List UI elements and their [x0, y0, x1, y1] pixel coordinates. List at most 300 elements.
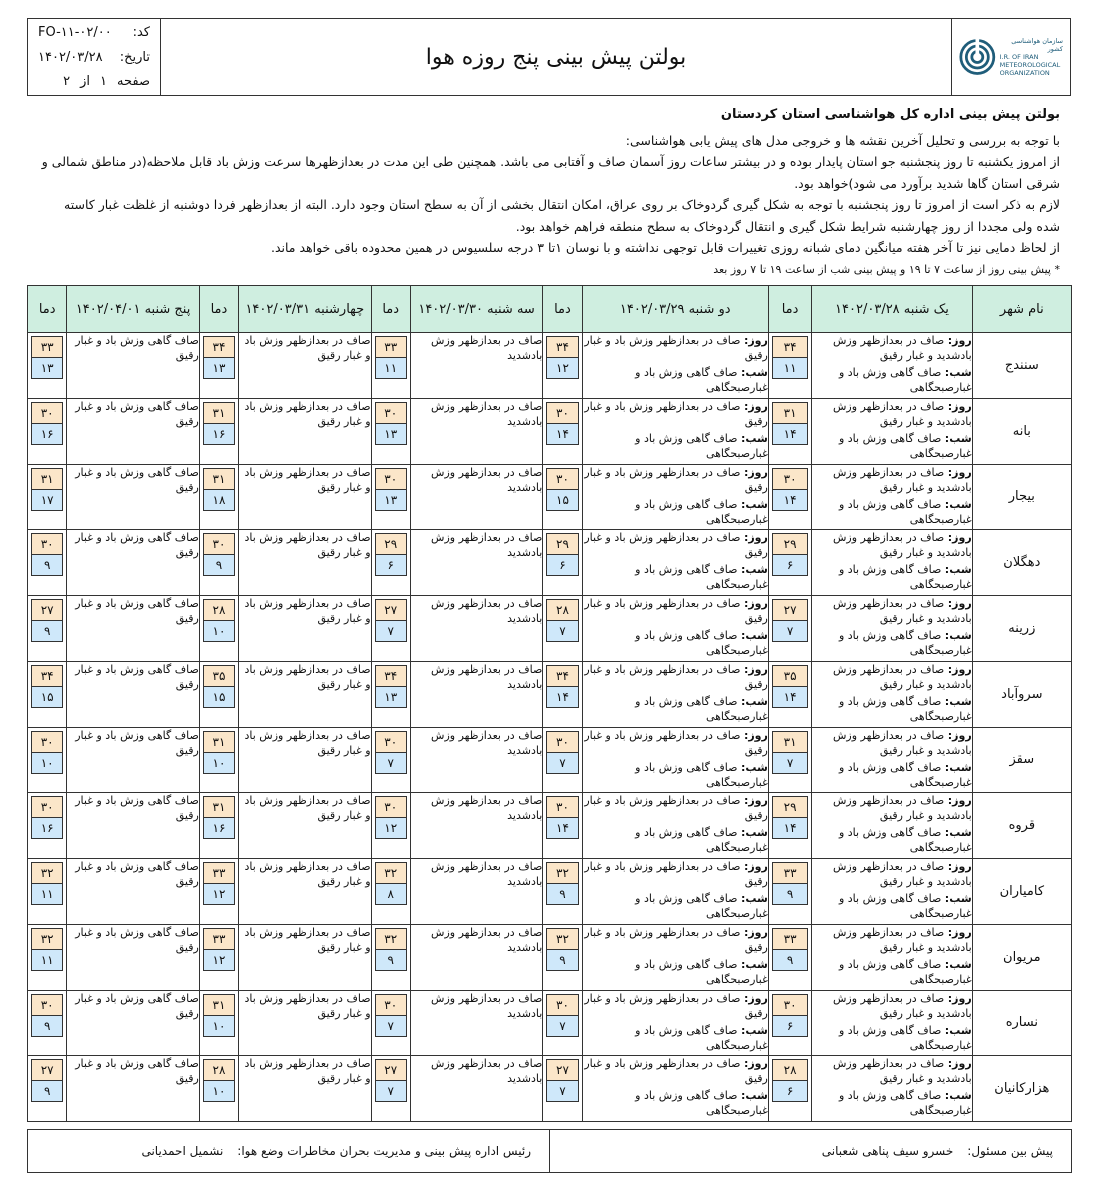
- condition-cell: [812, 990, 972, 1056]
- condition-cell: [410, 990, 542, 1056]
- night-condition: [583, 365, 768, 395]
- day-text: صاف در بعدازظهر وزش باد و غبار رقیق: [584, 991, 768, 1020]
- day-label: روز:: [743, 925, 768, 939]
- city-name: سروآباد: [972, 661, 1071, 727]
- night-condition: [583, 694, 768, 724]
- temp-cell: [199, 398, 238, 464]
- max-temp: ۳۱: [203, 731, 235, 753]
- condition-cell: [67, 333, 199, 399]
- table-row: [28, 530, 1072, 596]
- temp-cell: [28, 530, 67, 596]
- max-temp: ۳۱: [31, 468, 63, 490]
- min-temp: ۱۴: [772, 424, 808, 445]
- day-label: روز:: [947, 794, 972, 808]
- temp-cell: [199, 727, 238, 793]
- max-temp: ۳۴: [203, 336, 235, 358]
- night-label: شب:: [944, 826, 972, 840]
- intro-heading: بولتن پیش بینی اداره کل هواشناسی استان کردستان: [720, 107, 1060, 122]
- condition-text: صاف گاهی وزش باد و غبار رقیق: [75, 399, 199, 428]
- night-condition: [812, 628, 971, 658]
- condition-text: صاف گاهی وزش باد و غبار رقیق: [75, 334, 199, 362]
- min-temp: ۱۶: [203, 424, 235, 445]
- max-temp: ۳۱: [203, 468, 235, 490]
- condition-text: صاف در بعدازظهر وزش باد و غبار رقیق: [244, 662, 371, 691]
- condition-text: صاف در بعدازظهر وزش باد و غبار رقیق: [244, 1057, 371, 1086]
- temp-cell: [768, 398, 811, 464]
- day-label: روز:: [947, 662, 972, 676]
- night-text: صاف گاهی وزش باد و غبارصبحگاهی: [635, 366, 768, 394]
- day-text: صاف در بعدازظهر وزش بادشدید و غبار رقیق: [833, 991, 972, 1020]
- day-header: یک شنبه ۱۴۰۲/۰۳/۲۸: [812, 286, 972, 333]
- forecaster-name: خسرو سیف پناهی شعبانی: [821, 1144, 954, 1158]
- day-text: صاف در بعدازظهر وزش بادشدید و غبار رقیق: [833, 1057, 972, 1086]
- min-temp: ۱۴: [546, 424, 578, 445]
- condition-cell: [67, 793, 199, 859]
- min-temp: ۱۱: [375, 358, 407, 379]
- max-temp: ۳۰: [203, 533, 235, 555]
- max-temp: ۳۰: [375, 402, 407, 424]
- max-temp: ۲۷: [546, 1059, 578, 1081]
- night-label: شب:: [740, 366, 768, 379]
- condition-text: صاف گاهی وزش باد و غبار رقیق: [75, 794, 199, 823]
- day-text: صاف در بعدازظهر وزش باد و غبار رقیق: [584, 925, 768, 954]
- day-label: روز:: [947, 531, 972, 545]
- city-name: سنندج: [972, 333, 1071, 399]
- night-label: شب:: [740, 694, 768, 708]
- night-condition: [812, 1023, 971, 1053]
- temp-header: دما: [371, 286, 410, 333]
- night-text: صاف گاهی وزش باد و غبارصبحگاهی: [838, 1023, 972, 1052]
- day-text: صاف در بعدازظهر وزش بادشدید و غبار رقیق: [833, 597, 972, 625]
- min-temp: ۷: [772, 753, 808, 774]
- night-text: صاف گاهی وزش باد و غبارصبحگاهی: [838, 366, 972, 394]
- min-temp: ۹: [772, 950, 808, 971]
- condition-text: صاف در بعدازظهر وزش باد و غبار رقیق: [244, 465, 371, 494]
- night-text: صاف گاهی وزش باد و غبارصبحگاهی: [635, 826, 768, 855]
- temp-cell: [543, 1056, 582, 1122]
- condition-cell: [67, 530, 199, 596]
- temp-cell: [543, 793, 582, 859]
- max-temp: ۳۲: [546, 928, 578, 950]
- min-temp: ۱۴: [772, 687, 808, 708]
- max-temp: ۳۰: [375, 731, 407, 753]
- temp-cell: [28, 661, 67, 727]
- temp-cell: [28, 990, 67, 1056]
- max-temp: ۳۲: [31, 928, 63, 950]
- day-condition: [812, 596, 971, 626]
- min-temp: ۱۵: [203, 687, 235, 708]
- min-temp: ۱۶: [203, 818, 235, 839]
- temp-cell: [371, 727, 410, 793]
- day-condition: [812, 662, 971, 692]
- condition-text: صاف در بعدازظهر وزش بادشدید: [431, 925, 543, 954]
- condition-cell: [582, 661, 768, 727]
- min-temp: ۱۳: [375, 687, 407, 708]
- night-condition: [583, 1088, 768, 1118]
- temp-cell: [768, 859, 811, 925]
- day-header: پنج شنبه ۱۴۰۲/۰۴/۰۱: [67, 286, 199, 333]
- temp-cell: [768, 333, 811, 399]
- condition-cell: [67, 924, 199, 990]
- day-label: روز:: [743, 399, 768, 413]
- min-temp: ۱۶: [31, 818, 63, 839]
- day-header: سه شنبه ۱۴۰۲/۰۳/۳۰: [410, 286, 542, 333]
- night-text: صاف گاهی وزش باد و غبارصبحگاهی: [635, 563, 768, 592]
- condition-cell: [812, 661, 972, 727]
- min-temp: ۱۲: [203, 884, 235, 905]
- max-temp: ۳۴: [31, 665, 63, 687]
- condition-cell: [239, 727, 371, 793]
- min-temp: ۱۳: [375, 490, 407, 511]
- condition-cell: [410, 924, 542, 990]
- day-text: صاف در بعدازظهر وزش باد و غبار رقیق: [584, 334, 768, 362]
- condition-cell: [67, 661, 199, 727]
- max-temp: ۲۹: [546, 533, 578, 555]
- min-temp: ۹: [203, 555, 235, 576]
- city-name: زرینه: [972, 596, 1071, 662]
- day-label: روز:: [743, 334, 768, 347]
- max-temp: ۳۱: [203, 994, 235, 1016]
- max-temp: ۳۳: [203, 928, 235, 950]
- temp-cell: [199, 464, 238, 530]
- min-temp: ۱۰: [203, 621, 235, 642]
- night-label: شب:: [944, 497, 972, 511]
- min-temp: ۱۴: [772, 818, 808, 839]
- day-condition: [812, 728, 971, 758]
- day-condition: [812, 859, 971, 889]
- night-text: صاف گاهی وزش باد و غبارصبحگاهی: [838, 1089, 972, 1118]
- day-label: روز:: [947, 925, 972, 939]
- condition-cell: [239, 1056, 371, 1122]
- condition-cell: [67, 398, 199, 464]
- max-temp: ۳۵: [203, 665, 235, 687]
- intro-paragraph: از لحاظ دمایی نیز تا آخر هفته میانگین دمای شبانه روزی تغییرات قابل توجهی نداشته و با نوسان ۱تا ۳ درجه سلسیوس در همین محدوده باقی خواهد ماند.: [270, 240, 1060, 255]
- min-temp: ۱۳: [203, 358, 235, 379]
- table-row: [28, 464, 1072, 530]
- city-name: هزارکانیان: [972, 1056, 1071, 1122]
- min-temp: ۹: [31, 1081, 63, 1102]
- night-text: صاف گاهی وزش باد و غبارصبحگاهی: [635, 957, 768, 986]
- max-temp: ۳۰: [31, 402, 63, 424]
- temp-cell: [768, 596, 811, 662]
- day-text: صاف در بعدازظهر وزش بادشدید و غبار رقیق: [833, 531, 972, 560]
- temp-cell: [371, 859, 410, 925]
- city-name: قروه: [972, 793, 1071, 859]
- temp-cell: [28, 924, 67, 990]
- night-condition: [583, 562, 768, 592]
- night-label: شب:: [944, 629, 972, 642]
- temp-cell: [768, 464, 811, 530]
- night-condition: [583, 1023, 768, 1053]
- max-temp: ۲۷: [375, 1059, 407, 1081]
- condition-text: صاف گاهی وزش باد و غبار رقیق: [75, 925, 199, 954]
- temp-cell: [543, 333, 582, 399]
- min-temp: ۶: [546, 555, 578, 576]
- bulletin-footer: [27, 1129, 1072, 1173]
- condition-cell: [812, 1056, 972, 1122]
- temp-cell: [199, 333, 238, 399]
- day-condition: [812, 530, 971, 560]
- temp-cell: [199, 661, 238, 727]
- night-condition: [812, 497, 971, 527]
- table-row: [28, 793, 1072, 859]
- bulletin-header: [27, 18, 1071, 96]
- city-name: بانه: [972, 398, 1071, 464]
- night-label: شب:: [740, 497, 768, 511]
- day-label: روز:: [947, 991, 972, 1005]
- temp-cell: [371, 596, 410, 662]
- min-temp: ۱۴: [772, 490, 808, 511]
- day-text: صاف در بعدازظهر وزش بادشدید و غبار رقیق: [833, 860, 972, 888]
- day-condition: [812, 793, 971, 823]
- condition-text: صاف در بعدازظهر وزش بادشدید: [431, 1057, 543, 1086]
- temp-cell: [543, 990, 582, 1056]
- night-label: شب:: [944, 892, 972, 905]
- condition-cell: [812, 530, 972, 596]
- condition-cell: [67, 1056, 199, 1122]
- min-temp: ۱۲: [203, 950, 235, 971]
- night-condition: [812, 760, 971, 790]
- night-label: شب:: [740, 760, 768, 774]
- day-label: روز:: [743, 597, 768, 610]
- temp-cell: [199, 990, 238, 1056]
- condition-cell: [239, 530, 371, 596]
- night-condition: [583, 957, 768, 987]
- head-name: نشمیل احمدیانی: [141, 1144, 224, 1158]
- night-text: صاف گاهی وزش باد و غبارصبحگاهی: [635, 629, 768, 657]
- intro-paragraph: با توجه به بررسی و تحلیل آخرین نقشه ها و خروجی مدل های پیش یابی هواشناسی:: [625, 132, 1060, 148]
- temp-cell: [768, 793, 811, 859]
- condition-cell: [410, 464, 542, 530]
- day-condition: [583, 991, 768, 1021]
- day-header: دو شنبه ۱۴۰۲/۰۳/۲۹: [582, 286, 768, 333]
- min-temp: ۹: [546, 884, 578, 905]
- temp-cell: [199, 859, 238, 925]
- temp-cell: [543, 661, 582, 727]
- temp-cell: [199, 1056, 238, 1122]
- max-temp: ۳۳: [772, 862, 808, 884]
- day-text: صاف در بعدازظهر وزش بادشدید و غبار رقیق: [833, 465, 972, 494]
- condition-text: صاف در بعدازظهر وزش باد و غبار رقیق: [244, 860, 371, 888]
- night-condition: [812, 694, 971, 724]
- logo-cell: [951, 19, 1070, 95]
- condition-cell: [582, 596, 768, 662]
- condition-text: صاف در بعدازظهر وزش باد و غبار رقیق: [244, 925, 371, 954]
- min-temp: ۱۵: [546, 490, 578, 511]
- city-name: بیجار: [972, 464, 1071, 530]
- max-temp: ۳۴: [546, 665, 578, 687]
- condition-cell: [582, 333, 768, 399]
- day-text: صاف در بعدازظهر وزش بادشدید و غبار رقیق: [833, 662, 972, 691]
- temp-cell: [28, 596, 67, 662]
- code-label: کد:: [132, 25, 150, 40]
- document-meta: [28, 19, 161, 95]
- page-label: صفحه: [117, 74, 150, 89]
- condition-cell: [812, 859, 972, 925]
- condition-text: صاف در بعدازظهر وزش بادشدید: [431, 531, 543, 560]
- day-text: صاف در بعدازظهر وزش باد و غبار رقیق: [584, 531, 768, 560]
- condition-cell: [239, 596, 371, 662]
- temp-cell: [28, 1056, 67, 1122]
- city-name: سقز: [972, 727, 1071, 793]
- max-temp: ۳۰: [772, 994, 808, 1016]
- temp-cell: [768, 661, 811, 727]
- condition-cell: [812, 596, 972, 662]
- min-temp: ۶: [772, 1081, 808, 1102]
- min-temp: ۹: [375, 950, 407, 971]
- condition-text: صاف در بعدازظهر وزش بادشدید: [431, 991, 543, 1020]
- night-text: صاف گاهی وزش باد و غبارصبحگاهی: [838, 892, 972, 920]
- condition-cell: [67, 990, 199, 1056]
- max-temp: ۳۲: [31, 862, 63, 884]
- temp-cell: [543, 398, 582, 464]
- temp-cell: [199, 530, 238, 596]
- condition-text: صاف در بعدازظهر وزش بادشدید: [431, 597, 543, 625]
- night-label: شب:: [944, 1023, 972, 1037]
- night-condition: [812, 891, 971, 921]
- condition-cell: [410, 661, 542, 727]
- forecast-time-note: * پیش بینی روز از ساعت ۷ تا ۱۹ و پیش بینی شب از ساعت ۱۹ تا ۷ روز بعد: [713, 262, 1060, 276]
- min-temp: ۱۵: [31, 687, 63, 708]
- day-label: روز:: [743, 1057, 768, 1071]
- intro-paragraph: از امروز یکشنبه تا روز پنجشنبه جو استان پایدار بوده و در بیشتر ساعات روز آسمان صاف و آفتابی می باشد. همچنین طی این مدت در بعدازظهرها سرعت وزش باد قابل ملاحظه(در مناطق شمالی و شرقی استان گاها شدید برآورد می شود)خواهد بود.: [41, 154, 1060, 191]
- max-temp: ۳۱: [772, 731, 808, 753]
- min-temp: ۱۲: [375, 818, 407, 839]
- min-temp: ۹: [31, 1016, 63, 1037]
- max-temp: ۳۴: [375, 665, 407, 687]
- min-temp: ۱۳: [375, 424, 407, 445]
- condition-text: صاف در بعدازظهر وزش بادشدید: [431, 860, 543, 888]
- condition-text: صاف گاهی وزش باد و غبار رقیق: [75, 728, 199, 757]
- temp-header: دما: [28, 286, 67, 333]
- night-condition: [583, 497, 768, 527]
- night-text: صاف گاهی وزش باد و غبارصبحگاهی: [838, 957, 972, 986]
- min-temp: ۷: [546, 1081, 578, 1102]
- table-row: [28, 398, 1072, 464]
- min-temp: ۷: [546, 753, 578, 774]
- day-condition: [583, 596, 768, 626]
- min-temp: ۷: [772, 621, 808, 642]
- temp-cell: [199, 793, 238, 859]
- condition-text: صاف گاهی وزش باد و غبار رقیق: [75, 465, 199, 494]
- max-temp: ۳۵: [772, 665, 808, 687]
- condition-cell: [582, 859, 768, 925]
- max-temp: ۳۰: [375, 994, 407, 1016]
- temp-cell: [768, 1056, 811, 1122]
- night-text: صاف گاهی وزش باد و غبارصبحگاهی: [838, 760, 972, 789]
- condition-cell: [67, 464, 199, 530]
- temp-cell: [371, 464, 410, 530]
- min-temp: ۷: [546, 621, 578, 642]
- max-temp: ۲۹: [772, 796, 808, 818]
- min-temp: ۱۲: [546, 358, 578, 379]
- day-label: روز:: [947, 1057, 972, 1071]
- day-condition: [583, 399, 768, 429]
- min-temp: ۱۱: [772, 358, 808, 379]
- day-condition: [583, 465, 768, 495]
- condition-cell: [67, 859, 199, 925]
- condition-text: صاف در بعدازظهر وزش باد و غبار رقیق: [244, 334, 371, 362]
- max-temp: ۲۷: [375, 599, 407, 621]
- max-temp: ۳۰: [546, 994, 578, 1016]
- max-temp: ۳۲: [375, 862, 407, 884]
- day-text: صاف در بعدازظهر وزش باد و غبار رقیق: [584, 662, 768, 691]
- day-text: صاف در بعدازظهر وزش بادشدید و غبار رقیق: [833, 399, 972, 428]
- condition-cell: [410, 596, 542, 662]
- day-condition: [812, 991, 971, 1021]
- day-text: صاف در بعدازظهر وزش بادشدید و غبار رقیق: [833, 925, 972, 954]
- night-text: صاف گاهی وزش باد و غبارصبحگاهی: [838, 497, 972, 526]
- condition-cell: [812, 924, 972, 990]
- page-number: ۱: [100, 74, 108, 89]
- condition-text: صاف در بعدازظهر وزش بادشدید: [431, 728, 543, 757]
- max-temp: ۳۰: [31, 796, 63, 818]
- day-label: روز:: [947, 860, 972, 873]
- temp-header: دما: [199, 286, 238, 333]
- condition-cell: [410, 793, 542, 859]
- page-of: از: [80, 74, 91, 89]
- max-temp: ۳۳: [772, 928, 808, 950]
- condition-text: صاف در بعدازظهر وزش بادشدید: [431, 794, 543, 823]
- day-condition: [583, 859, 768, 889]
- night-label: شب:: [944, 563, 972, 577]
- day-text: صاف در بعدازظهر وزش باد و غبار رقیق: [584, 728, 768, 757]
- max-temp: ۲۹: [772, 533, 808, 555]
- min-temp: ۱۱: [31, 884, 63, 905]
- code-value: FO-۱۱-۰۲/۰۰: [38, 25, 112, 40]
- condition-cell: [410, 398, 542, 464]
- swirl-logo-icon: [959, 35, 996, 79]
- temp-cell: [28, 464, 67, 530]
- temp-cell: [371, 398, 410, 464]
- temp-cell: [371, 530, 410, 596]
- condition-cell: [239, 990, 371, 1056]
- max-temp: ۲۷: [31, 599, 63, 621]
- table-row: [28, 859, 1072, 925]
- forecast-table: [27, 285, 1072, 1122]
- temp-cell: [371, 1056, 410, 1122]
- night-label: شب:: [740, 1023, 768, 1037]
- temp-cell: [768, 924, 811, 990]
- min-temp: ۹: [31, 621, 63, 642]
- temp-cell: [371, 990, 410, 1056]
- max-temp: ۳۴: [772, 336, 808, 358]
- day-label: روز:: [947, 465, 972, 479]
- temp-cell: [28, 398, 67, 464]
- forecaster-info: [550, 1130, 1071, 1172]
- condition-text: صاف گاهی وزش باد و غبار رقیق: [75, 991, 199, 1020]
- min-temp: ۱۰: [203, 753, 235, 774]
- temp-cell: [768, 530, 811, 596]
- day-label: روز:: [743, 860, 768, 873]
- night-text: صاف گاهی وزش باد و غبارصبحگاهی: [838, 694, 972, 723]
- condition-text: صاف در بعدازظهر وزش بادشدید: [431, 465, 543, 494]
- night-label: شب:: [740, 892, 768, 905]
- intro-paragraph: لازم به ذکر است از امروز تا روز پنجشنبه با توجه به شکل گیری گردوخاک بر روی عراق، امکان انتقال بخشی از آن به سطح استان وجود دارد. البته از بعدازظهر فردا دوشنبه از غلظت غبار کاسته شده ولی مجددا از روز چهارشنبه شرایط شکل گیری و انتقال گردوخاک به سطح منطقه فراهم خواهد بود.: [64, 197, 1060, 234]
- night-condition: [812, 957, 971, 987]
- min-temp: ۱۶: [31, 424, 63, 445]
- max-temp: ۲۸: [546, 599, 578, 621]
- temp-cell: [543, 596, 582, 662]
- condition-text: صاف در بعدازظهر وزش باد و غبار رقیق: [244, 399, 371, 428]
- date-value: ۱۴۰۲/۰۳/۲۸: [38, 49, 103, 65]
- condition-cell: [410, 727, 542, 793]
- max-temp: ۳۲: [375, 928, 407, 950]
- night-label: شب:: [944, 1089, 972, 1103]
- day-condition: [812, 1056, 971, 1086]
- night-label: شب:: [944, 760, 972, 774]
- condition-text: صاف در بعدازظهر وزش بادشدید: [431, 399, 543, 428]
